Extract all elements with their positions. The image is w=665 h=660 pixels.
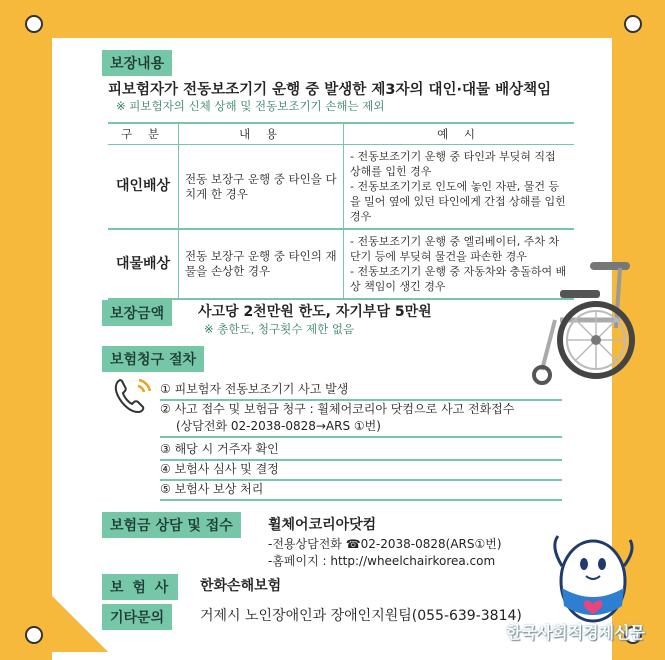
claim-step-3: ③ 해당 시 거주자 확인 bbox=[160, 440, 562, 461]
claim-step-1: ① 피보험자 전동보조기기 사고 발생 bbox=[160, 380, 562, 401]
binder-hole-top-left bbox=[25, 15, 43, 33]
header-category: 구 분 bbox=[108, 123, 179, 145]
coverage-table bbox=[108, 122, 574, 300]
coverage-title: 피보험자가 전동보조기기 운행 중 발생한 제3자의 대인·대물 배상책임 bbox=[108, 82, 552, 98]
claim-step-2-text: ② 사고 접수 및 보험금 청구 : 휠체어코리아 닷컴으로 사고 전화접수 bbox=[160, 402, 515, 416]
row-content: 전동 보장구 운행 중 타인을 다치게 한 경우 bbox=[179, 145, 344, 230]
phone-icon bbox=[112, 376, 156, 416]
header-examples: 예 시 bbox=[344, 123, 575, 145]
table-row bbox=[108, 145, 574, 230]
amount-note: ※ 총한도, 청구횟수 제한 없음 bbox=[204, 322, 355, 336]
inquiry-text: 거제시 노인장애인과 장애인지원팀(055-639-3814) bbox=[200, 608, 522, 624]
row-category: 대물배상 bbox=[108, 229, 179, 299]
coverage-note: ※ 피보험자의 신체 상해 및 전동보조기기 손해는 제외 bbox=[116, 99, 385, 113]
insurer-name: 한화손해보험 bbox=[200, 578, 282, 594]
claim-step-5: ⑤ 보험사 보상 처리 bbox=[160, 480, 562, 501]
row-category: 대인배상 bbox=[108, 145, 179, 230]
insurer-tag: 보 험 사 bbox=[102, 574, 178, 600]
consult-phone: -전용상담전화 ☎02-2038-0828(ARS①번) bbox=[268, 537, 502, 551]
amount-tag: 보장금액 bbox=[102, 300, 172, 326]
claim-tag: 보험청구 절차 bbox=[102, 346, 204, 372]
row-content: 전동 보장구 운행 중 타인의 재물을 손상한 경우 bbox=[179, 229, 344, 299]
consult-homepage: -홈페이지 : http://wheelchairkorea.com bbox=[268, 554, 496, 568]
consult-tag: 보험금 상담 및 접수 bbox=[102, 512, 241, 538]
example-item: - 전동보조기기 운행 중 타인과 부딪혀 직접 상해를 입힌 경우 bbox=[350, 150, 556, 178]
binder-hole-top-right bbox=[624, 15, 642, 33]
binder-hole-bottom-left bbox=[25, 626, 43, 644]
claim-step-2 bbox=[160, 400, 562, 438]
inquiry-tag: 기타문의 bbox=[102, 604, 172, 630]
claim-step-4: ④ 보험사 심사 및 결정 bbox=[160, 460, 562, 481]
coverage-table-header bbox=[108, 123, 574, 145]
table-row bbox=[108, 229, 574, 299]
example-item: - 전동보조기기 운행 중 엘리베이터, 주차 차단기 등에 부딪혀 물건을 파손한 경우 bbox=[350, 235, 560, 263]
watermark: 한국사회적경제신문 bbox=[505, 623, 645, 642]
claim-step-2-sub: (상담전화 02-2038-0828→ARS ①번) bbox=[176, 419, 381, 433]
header-content: 내 용 bbox=[179, 123, 344, 145]
example-item: - 전동보조기기로 인도에 놓인 자판, 물건 등을 밀어 옆에 있던 타인에게 간접 상해를 입힌 경우 bbox=[350, 180, 566, 223]
coverage-tag: 보장내용 bbox=[102, 50, 172, 76]
consult-name: 휠체어코리아닷컴 bbox=[268, 517, 377, 533]
example-item: - 전동보조기기 운행 중 자동차와 충돌하여 배상 책임이 생긴 경우 bbox=[350, 265, 567, 293]
wheelchair-illustration bbox=[520, 258, 635, 388]
row-examples bbox=[344, 145, 575, 230]
mascot-character bbox=[548, 526, 638, 626]
amount-text: 사고당 2천만원 한도, 자기부담 5만원 bbox=[198, 304, 432, 320]
